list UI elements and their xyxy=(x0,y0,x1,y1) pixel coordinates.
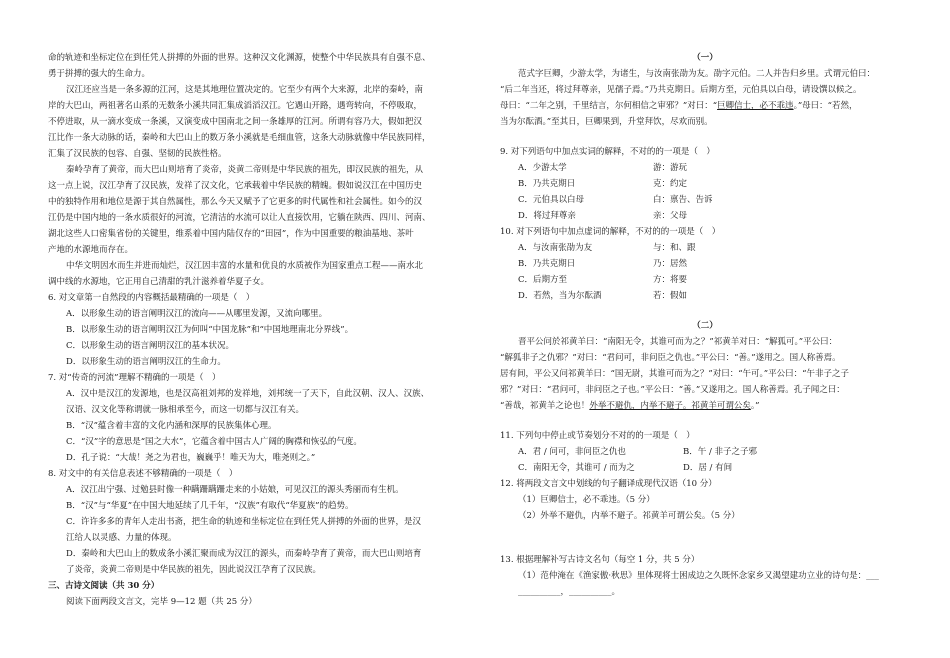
option-line: B．以形象生动的语言阐明汉江为何叫“中国龙脉”和“中国地理南北分界线”。 xyxy=(66,325,354,335)
question-6-stem: 6. 对文章第一自然段的内容概括最精确的一项是（ ） xyxy=(48,293,255,303)
text-line: 当为尔酝酒。”至其日，巨卿果到，升堂拜饮，尽欢而别。 xyxy=(500,117,713,127)
text-line: 居有间，平公又问祁黄羊曰：“国无尉，其谁可而为之？”对曰：“午可。”平公曰：“午非子之子 xyxy=(500,369,849,379)
option-line: D．若然，当为尔酝酒 若：假如 xyxy=(518,291,688,301)
option-line: A．汉江出宁强、过勉县时像一种蹒跚蹒跚走来的小姑娘，可见汉江的源头秀丽而有生机。 xyxy=(66,485,404,495)
question-13-stem: 13. 根据理解补写古诗文名句（每空 1 分，共 5 分） xyxy=(500,555,700,565)
question-9-stem: 9. 对下列语句中加点实词的解释，不对的的一项是（ ） xyxy=(500,147,715,157)
option-line: 汉语、汉文化等称谓就一脉相承至今，而这一切都与汉江有关。 xyxy=(66,405,305,415)
translation-item: （1）巨卿信士，必不乖违。（5 分） xyxy=(518,495,655,505)
text-line: 江仍是中国内地的一条水质很好的河流，它清洁的水流可以让人直接饮用，它躺在陕西、四川、河南、 xyxy=(48,213,431,223)
option-line: D．将过拜尊亲 亲：父母 xyxy=(518,211,688,221)
option-line: C．“汉”字的意思是“国之大水”，它蕴含着中国古人广阔的胸襟和恢弘的气度。 xyxy=(66,437,362,447)
text-line: 命的轨迹和坐标定位在到任凭人拼搏的外面的世界。这种汉文化渊源，使整个中华民族具有自强不息、 xyxy=(48,53,431,63)
underlined-sentence: 巨卿信士，必不乖违 xyxy=(717,101,794,111)
option-line: C．元伯具以白母 白：禀告、告诉 xyxy=(518,195,713,205)
question-11-stem: 11. 下列句中停止或节奏划分不对的的一项是（ ） xyxy=(500,431,695,441)
section-3-title: 三、古诗文阅读（共 30 分） xyxy=(48,581,160,591)
text-line: 汇集了汉民族的包容、自强、坚韧的民族性格。 xyxy=(48,149,227,159)
text-line: 中华文明因水而生并进而灿烂，汉江因丰富的水量和优良的水质被作为国家重点工程——南水北 xyxy=(66,261,424,271)
fill-blank-item: （1）范仲淹在《渔家傲·秋思》里体现将士困成边之久既怀念家乡又渴望建功立业的诗句是：___ xyxy=(518,571,879,581)
option-line: D．秦岭和大巴山上的数成条小溪汇聚而成为汉江的源头，而秦岭孕育了黄帝，而大巴山则培育 xyxy=(66,549,422,559)
passage-2-title: （二） xyxy=(692,321,718,331)
option-line: C．后期方至 方：将要 xyxy=(518,275,688,285)
option-line: B．“汉”蕴含着丰富的文化内涵和深厚的民族集体心理。 xyxy=(66,421,277,431)
option-line: D．以形象生动的语言阐明汉江的生命力。 xyxy=(66,357,226,367)
translation-item: （2）外举不避仇，内举不避子。祁黄羊可谓公矣。（5 分） xyxy=(518,511,740,521)
option-line: C．许许多多的青年人走出书斋，把生命的轨迹和坐标定位在到任凭人拼搏的外面的世界，是汉 xyxy=(66,517,422,527)
text-line: “解狐非子之仇邪？”对曰：“君问可，非问臣之仇也。”平公曰：“善。”遂用之。国人称善焉。 xyxy=(500,353,841,363)
section-3-intro: 阅读下面两段文言文，完毕 9—12 题（共 25 分） xyxy=(66,597,257,607)
text-line: 邪？”对曰：“君问可，非问臣之子也。”平公曰：“善。”又遂用之。国人称善焉。孔子闻之曰： xyxy=(500,385,845,395)
option-line: A．君 / 问可，非问臣之仇也 B．午 / 非子之子邪 xyxy=(518,447,758,457)
option-line: D．孔子说：“大哉！尧之为君也，巍巍乎！唯天为大，唯尧则之。” xyxy=(66,453,316,463)
text-line: 母曰：“二年之别，千里结言，尔何相信之审邪？”对曰：“巨卿信士，必不乖违。”母曰：“若然， xyxy=(500,101,858,111)
text-line: 汉江还应当是一条多源的江河，这是其地理位置决定的。它至少有两个大来源，北岸的秦岭，南 xyxy=(66,85,424,95)
passage-1-title: （一） xyxy=(692,53,718,63)
text-line: 调中线的水源地，它正用自己清甜的乳汁滋养着华夏子女。 xyxy=(48,277,270,287)
text-line: 勇于拼搏的强大的生命力。 xyxy=(48,69,151,79)
text-line: 中的独特作用和地位是源于其自然属性，那么今天又赋予了它更多的时代属性和社会属性。如今的汉 xyxy=(48,197,423,207)
fill-blank-item: __________，__________。 xyxy=(518,587,621,597)
text-line: 江比作一条大动脉的话，秦岭和大巴山上的数万条小溪就是毛细血管，这条大动脉就像中华民族同样， xyxy=(48,133,431,143)
option-line: 了炎帝，炎黄二帝则是中华民族的祖先，因此说汉江孕育了汉民族。 xyxy=(66,565,322,575)
left-column xyxy=(48,50,453,610)
text-line: 这一点上说，汉江孕育了汉民族，发祥了汉文化，它承载着中华民族的精魄。假如说汉江在中国历史 xyxy=(48,181,423,191)
text-line: 产地的水源地而存在。 xyxy=(48,245,134,255)
question-7-stem: 7. 对“传奇的河流”理解不精确的一项是（ ） xyxy=(48,373,221,383)
right-column xyxy=(500,50,910,600)
text-line: 范式字巨卿，少游太学，为诸生，与汝南张劭为友。劭字元伯。二人并告归乡里。式谓元伯曰： xyxy=(518,69,876,79)
option-line: A．与汝南张劭为友 与：和、跟 xyxy=(518,243,696,253)
option-line: B．乃共克期日 乃：居然 xyxy=(518,259,688,269)
text-line: 岸的大巴山，两祖著名山系的无数条小溪共同汇集成滔滔汉江。它遇山开路，遇弯转向，不停吸取， xyxy=(48,101,423,111)
text-line: 不停进取，从一滴水变成一条溪，又演变成中国南北之间一条雄厚的江河。所谓有容乃大，假如把汉 xyxy=(48,117,423,127)
option-line: A．汉中是汉江的发源地，也是汉高祖刘邦的发祥地，刘邦统一了天下，自此汉朝、汉人、汉族、 xyxy=(66,389,430,399)
text-line: 晋平公问於祁黄羊曰：“南阳无令，其谁可而为之？”祁黄羊对曰：“解狐可。”平公曰： xyxy=(518,337,838,347)
option-line: C．南阳无令，其谁可 / 而为之 D．居 / 有间 xyxy=(518,463,733,473)
question-12-stem: 12. 将两段文言文中划线的句子翻译成现代汉语（10 分） xyxy=(500,479,717,489)
text-line: “善哉，祁黄羊之论也！外举不避仇，内举不避子。祁黄羊可谓公矣。” xyxy=(500,401,760,411)
option-line: A．以形象生动的语言阐明汉江的流向——从哪里发源，又流向哪里。 xyxy=(66,309,328,319)
text-line: 秦岭孕育了黄帝，而大巴山则培育了炎帝，炎黄二帝则是中华民族的祖先，即汉民族的祖先，从 xyxy=(66,165,424,175)
text-line: 湖北这些人口密集省份的关键里，维系着中国内陆仅存的“田园”，作为中国重要的粮油基地、茶叶 xyxy=(48,229,414,239)
option-line: B．“汉”与“华夏”在中国大地延续了几千年，“汉族”有取代“华夏族”的趋势。 xyxy=(66,501,354,511)
option-line: A．少游太学 游：游玩 xyxy=(518,163,688,173)
option-line: 江给人以灵感、力量的体现。 xyxy=(66,533,177,543)
question-10-stem: 10. 对下列语句中加点虚词的解释，不对的的一项是（ ） xyxy=(500,227,721,237)
question-8-stem: 8. 对文中的有关信息表述不够精确的一项是（ ） xyxy=(48,469,238,479)
underlined-sentence: 外举不避仇，内举不避子。祁黄羊可谓公矣 xyxy=(589,401,751,411)
option-line: C．以形象生动的语言阐明汉江的基本状况。 xyxy=(66,341,235,351)
text-line: “后二年当还，将过拜尊亲，见孺子焉。”乃共克期日。后期方至，元伯具以白母，请设馔以候之。 xyxy=(500,85,862,95)
option-line: B．乃共克期日 克：约定 xyxy=(518,179,688,189)
